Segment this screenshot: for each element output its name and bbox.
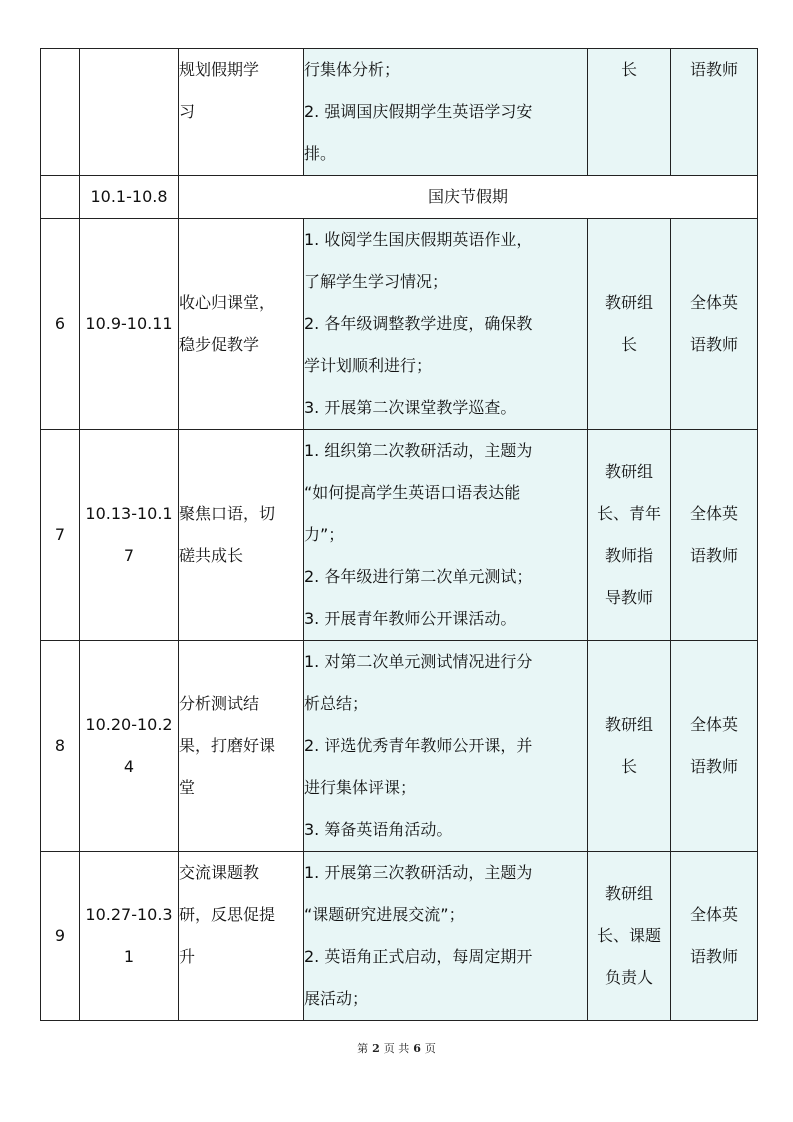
row-content	[304, 641, 588, 852]
date-line: 10.9-10.11	[85, 314, 173, 333]
theme-line: 分析测试结	[179, 694, 260, 713]
row-lead	[588, 852, 671, 1021]
participants-line: 语教师	[689, 947, 738, 966]
date-line: 10.1-10.8	[90, 187, 168, 206]
row-number: 8	[41, 641, 80, 852]
row-number: 9	[41, 852, 80, 1021]
row-theme	[179, 852, 304, 1021]
row-number	[41, 176, 80, 219]
theme-line: 收心归课堂，	[179, 293, 276, 312]
table-row	[41, 641, 758, 852]
content-line: “如何提高学生英语口语表达能	[304, 483, 521, 502]
theme-line: 果，打磨好课	[179, 736, 276, 755]
row-number: 7	[41, 430, 80, 641]
content-line: 行集体分析；	[304, 60, 401, 79]
theme-line: 稳步促教学	[179, 335, 260, 354]
date-line: 7	[123, 546, 135, 565]
page-footer	[0, 1040, 793, 1056]
content-line: 1. 收阅学生国庆假期英语作业，	[304, 230, 533, 249]
content-line: 2. 强调国庆假期学生英语学习安	[304, 102, 533, 121]
row-theme	[179, 49, 304, 176]
row-lead	[588, 219, 671, 430]
date-line: 10.20-10.2	[85, 715, 173, 734]
lead-line: 长	[620, 757, 637, 776]
theme-line: 规划假期学	[179, 60, 260, 79]
lead-line: 教研组	[604, 884, 653, 903]
table-row	[41, 430, 758, 641]
row-date	[80, 176, 179, 219]
row-lead	[588, 49, 671, 176]
participants-line: 语教师	[689, 335, 738, 354]
content-line: 学计划顺利进行；	[304, 356, 433, 375]
row-date	[80, 641, 179, 852]
table-row	[41, 219, 758, 430]
content-line: 1. 开展第三次教研活动，主题为	[304, 863, 533, 882]
footer-page-number: 2	[372, 1042, 380, 1055]
content-line: 进行集体评课；	[304, 778, 417, 797]
participants-line: 语教师	[689, 60, 738, 79]
content-line: 2. 各年级进行第二次单元测试；	[304, 567, 533, 586]
content-line: 2. 英语角正式启动，每周定期开	[304, 947, 533, 966]
lead-line: 教研组	[604, 715, 653, 734]
row-content	[304, 49, 588, 176]
participants-line: 语教师	[689, 757, 738, 776]
theme-line: 习	[179, 102, 196, 121]
lead-line: 长	[620, 60, 637, 79]
row-content	[304, 219, 588, 430]
table-row	[41, 49, 758, 176]
row-participants	[671, 430, 758, 641]
lead-line: 教师指	[604, 546, 653, 565]
date-line: 4	[123, 757, 135, 776]
participants-line: 全体英	[689, 715, 738, 734]
content-line: 2. 各年级调整教学进度，确保教	[304, 314, 533, 333]
content-line: 排。	[304, 144, 337, 163]
row-content	[304, 852, 588, 1021]
theme-line: 聚焦口语，切	[179, 504, 276, 523]
content-line: 展活动；	[304, 989, 369, 1008]
content-line: 1. 组织第二次教研活动，主题为	[304, 441, 533, 460]
date-line: 10.27-10.3	[85, 905, 173, 924]
lead-line: 教研组	[604, 293, 653, 312]
theme-line: 堂	[179, 778, 196, 797]
footer-prefix: 第	[357, 1042, 369, 1055]
lead-line: 教研组	[604, 462, 653, 481]
lead-line: 导教师	[604, 588, 653, 607]
row-participants	[671, 219, 758, 430]
row-date	[80, 430, 179, 641]
table-row	[41, 852, 758, 1021]
theme-line: 升	[179, 947, 196, 966]
row-theme	[179, 219, 304, 430]
row-theme	[179, 641, 304, 852]
participants-line: 全体英	[689, 293, 738, 312]
lead-line: 长、青年	[596, 504, 661, 523]
footer-suffix: 页	[424, 1042, 436, 1055]
row-date	[80, 852, 179, 1021]
row-participants	[671, 852, 758, 1021]
row-lead	[588, 430, 671, 641]
participants-line: 全体英	[689, 504, 738, 523]
footer-mid: 页 共	[383, 1042, 410, 1055]
row-date	[80, 49, 179, 176]
date-line: 10.13-10.1	[85, 504, 173, 523]
theme-line: 磋共成长	[179, 546, 244, 565]
row-lead	[588, 641, 671, 852]
content-line: 了解学生学习情况；	[304, 272, 449, 291]
content-line: 3. 开展第二次课堂教学巡查。	[304, 398, 517, 417]
content-line: “课题研究进展交流”；	[304, 905, 465, 924]
content-line: 1. 对第二次单元测试情况进行分	[304, 652, 533, 671]
row-theme	[179, 430, 304, 641]
plan-table	[40, 48, 758, 1021]
content-line: 2. 评选优秀青年教师公开课，并	[304, 736, 533, 755]
row-date	[80, 219, 179, 430]
table-row	[41, 176, 758, 219]
content-line: 3. 开展青年教师公开课活动。	[304, 609, 517, 628]
participants-line: 全体英	[689, 905, 738, 924]
lead-line: 长	[620, 335, 637, 354]
row-number	[41, 49, 80, 176]
row-number: 6	[41, 219, 80, 430]
row-content	[304, 430, 588, 641]
content-line: 力”；	[304, 525, 345, 544]
row-participants	[671, 641, 758, 852]
holiday-label: 国庆节假期	[179, 176, 758, 219]
lead-line: 长、课题	[596, 926, 661, 945]
participants-line: 语教师	[689, 546, 738, 565]
content-line: 3. 筹备英语角活动。	[304, 820, 453, 839]
content-line: 析总结；	[304, 694, 369, 713]
row-participants	[671, 49, 758, 176]
footer-total-pages: 6	[413, 1042, 421, 1055]
theme-line: 交流课题教	[179, 863, 260, 882]
theme-line: 研，反思促提	[179, 905, 276, 924]
date-line: 1	[123, 947, 135, 966]
lead-line: 负责人	[604, 968, 653, 987]
